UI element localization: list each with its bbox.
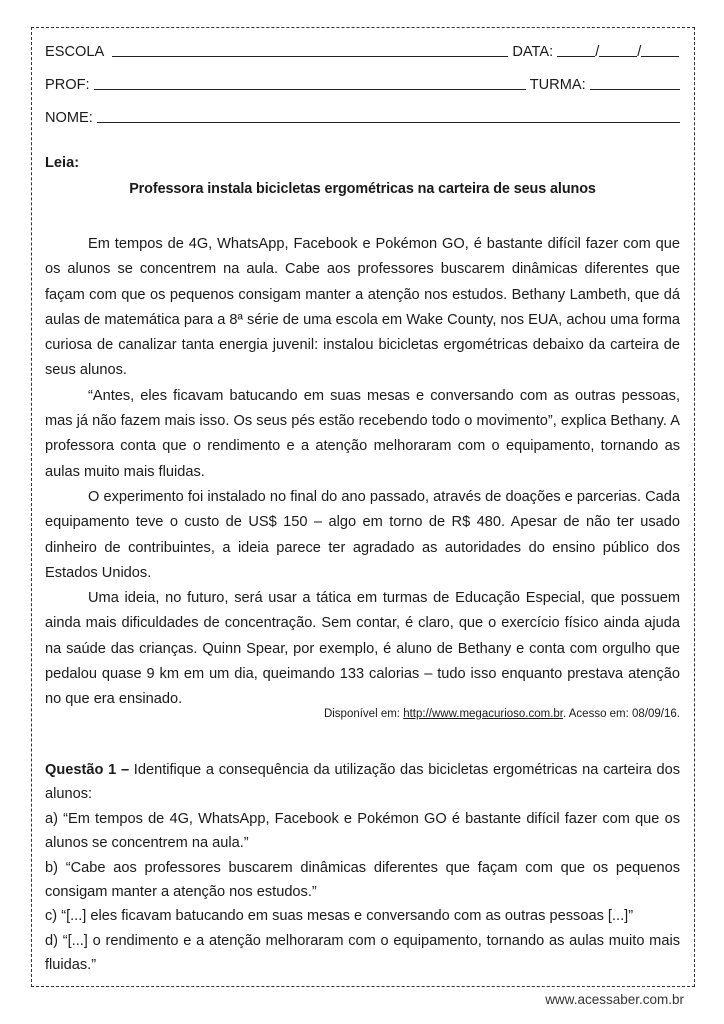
article-title: Professora instala bicicletas ergométricas na carteira de seus alunos	[129, 181, 596, 197]
question-text: Identifique a consequência da utilização das bicicletas ergométricas na carteira dos alunos:	[45, 762, 680, 803]
reading-instruction: Leia:	[45, 155, 80, 171]
source-prefix: Disponível em:	[323, 708, 404, 720]
article-body	[45, 232, 680, 713]
school-field[interactable]	[112, 42, 508, 57]
question-1	[45, 758, 680, 978]
header-row-teacher	[45, 75, 680, 95]
article-source	[324, 708, 680, 720]
teacher-label: PROF:	[45, 77, 90, 93]
date-year-field[interactable]	[641, 42, 679, 57]
header-row-school: ESCOLA DATA: / /	[45, 42, 680, 62]
question-prompt	[45, 758, 680, 807]
article-paragraph: “Antes, eles ficavam batucando em suas mesas e conversando com as outras pessoas, mas já não fazem mais isso. Os seus pés estão recebendo todo o movimento”, explica Bethany. A professora conta que o rendimento e a atenção melhoraram com o equipamento, tornando as aulas muito mais fluidas.	[45, 387, 680, 480]
teacher-field[interactable]	[94, 75, 526, 90]
article-paragraph: O experimento foi instalado no final do ano passado, através de doações e parcerias. Cada equipamento teve o custo de US$ 150 – algo em torno de R$ 480. Apesar de não ter usado dinheiro de contribuintes, a ideia parece ter agradado as autoridades do ensino público dos Estados Unidos.	[45, 488, 680, 581]
name-label: NOME:	[45, 110, 93, 126]
school-label: ESCOLA	[45, 44, 105, 60]
question-label: Questão 1 –	[45, 762, 130, 778]
answer-option-c[interactable]: c) “[...] eles ficavam batucando em suas mesas e conversando com as outras pessoas [...]”	[45, 908, 634, 925]
answer-option-d[interactable]: d) “[...] o rendimento e a atenção melhoraram com o equipamento, tornando as aulas muito mais fluidas.”	[45, 932, 680, 974]
source-link[interactable]: http://www.megacurioso.com.br	[403, 708, 563, 720]
date-label: DATA:	[512, 44, 554, 60]
answer-option-b[interactable]: b) “Cabe aos professores buscarem dinâmicas diferentes que façam com que os pequenos consigam manter a atenção nos estudos.”	[45, 859, 680, 901]
article-paragraph: Uma ideia, no futuro, será usar a tática em turmas de Educação Especial, que possuem ainda mais dificuldades de concentração. Sem contar, é claro, que o exercício físico ainda ajuda na saúde das crianças. Quinn Spear, por exemplo, é aluno de Bethany e conta com orgulho que pedalou quase 9 km em um dia, queimando 133 calorias – tudo isso enquanto prestava atenção no que era ensinado.	[45, 590, 680, 708]
footer-site: www.acessaber.com.br	[545, 992, 684, 1007]
class-field[interactable]	[590, 75, 680, 90]
source-suffix: . Acesso em: 08/09/16.	[563, 708, 680, 720]
answer-option-a[interactable]: a) “Em tempos de 4G, WhatsApp, Facebook e Pokémon GO é bastante difícil fazer com que os alunos se concentrem na aula.”	[45, 810, 680, 852]
article-paragraph: Em tempos de 4G, WhatsApp, Facebook e Pokémon GO, é bastante difícil fazer com que os alunos se concentrem na aula. Cabe aos professores buscarem dinâmicas diferentes que façam com que os pequenos consigam manter a atenção nos estudos. Bethany Lambeth, que dá aulas de matemática para a 8ª série de uma escola em Wake County, nos EUA, achou uma forma curiosa de canalizar tanta energia juvenil: instalou bicicletas ergométricas debaixo da carteira de seus alunos.	[45, 236, 680, 379]
class-label: TURMA:	[529, 77, 586, 93]
header-row-name	[45, 108, 680, 128]
date-month-field[interactable]	[599, 42, 637, 57]
name-field[interactable]	[97, 108, 680, 123]
date-day-field[interactable]	[557, 42, 595, 57]
